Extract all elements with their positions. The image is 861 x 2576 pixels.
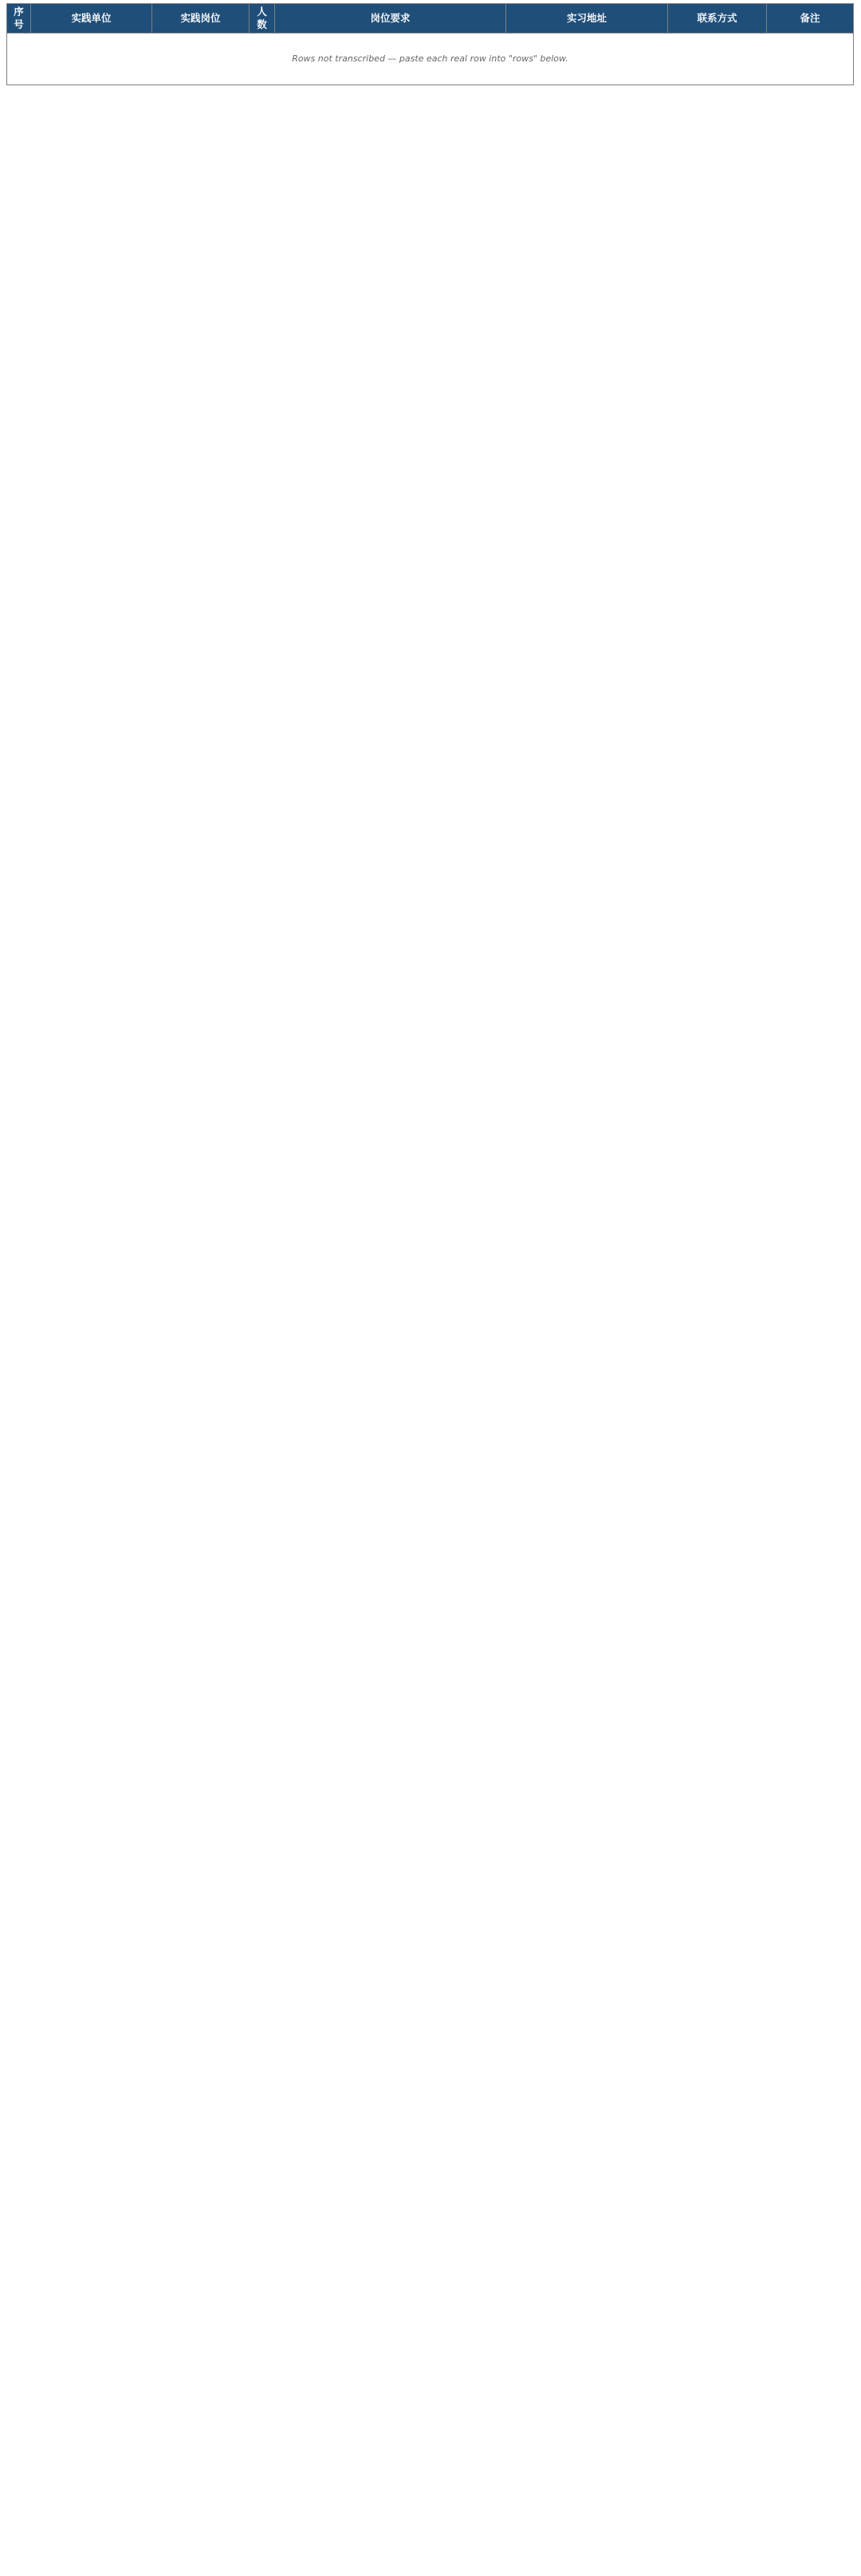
header-row [7,4,854,33]
col-header-unit: 实践单位 [31,4,152,33]
col-header-count: 人数 [250,4,275,33]
col-header-contact: 联系方式 [668,4,767,33]
col-header-remark: 备注 [767,4,854,33]
col-header-address: 实习地址 [506,4,668,33]
table-body [7,33,854,85]
col-header-requirements: 岗位要求 [275,4,506,33]
placeholder-row [7,33,854,85]
internship-table [6,3,854,85]
col-header-position: 实践岗位 [152,4,250,33]
placeholder-note: Rows not transcribed — paste each real row into "rows" below. [7,33,854,85]
col-header-index: 序号 [7,4,31,33]
